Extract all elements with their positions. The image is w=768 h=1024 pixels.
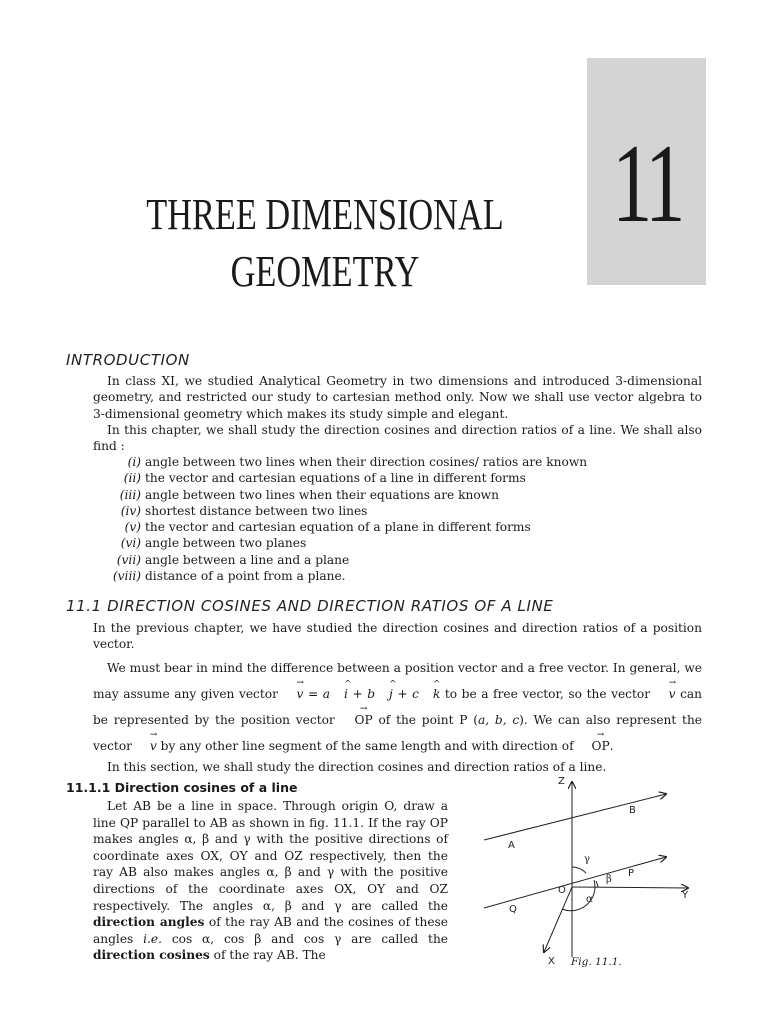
angle-gamma-arc xyxy=(572,867,586,873)
figure-11-1 xyxy=(476,772,706,972)
y-axis xyxy=(572,887,688,888)
label-z: Z xyxy=(558,776,565,787)
section-paragraph-2: We must bear in mind the difference between a position vector and a free vector. In general, we may assume any given vector → v = a^ i + b^ j + c^ k to be a free vector, so the vector → v can be represented by the position vector → OP of the point P (a, b, c). We can also represent the vector → v by any other line segment of the same length and with direction of → OP. xyxy=(93,655,702,759)
chapter-title-line-2: GEOMETRY xyxy=(230,247,420,296)
subsection-11-1-1-body xyxy=(93,798,448,964)
label-o: O xyxy=(558,885,566,896)
label-x: X xyxy=(548,956,555,967)
label-b: B xyxy=(629,805,636,816)
section-11-1-heading: 11.1 DIRECTION COSINES AND DIRECTION RATIOS OF A LINE xyxy=(66,597,554,615)
introduction-paragraph-1: In class XI, we studied Analytical Geometry in two dimensions and introduced 3-dimensional geometry, and restricted our study to cartesian method only. Now we shall use vector algebra to 3-dimensional geometry which makes its study simple and elegant. xyxy=(93,374,702,421)
introduction-body xyxy=(93,373,702,454)
x-axis xyxy=(544,887,572,952)
figure-caption: Fig. 11.1. xyxy=(571,956,622,968)
section-paragraph-3: In this section, we shall study the direction cosines and direction ratios of a line. xyxy=(107,759,607,774)
label-p: P xyxy=(628,868,635,879)
introduction-heading: INTRODUCTION xyxy=(66,351,190,369)
list-item: (iv) shortest distance between two lines xyxy=(120,503,368,518)
list-item: (ii) the vector and cartesian equations of a line in different forms xyxy=(123,471,526,486)
line-qp xyxy=(484,857,666,908)
list-item: (viii) distance of a point from a plane. xyxy=(112,569,346,584)
list-item: (i) angle between two lines when their direction cosines/ ratios are known xyxy=(127,455,588,469)
line-ab xyxy=(484,794,666,840)
introduction-paragraph-2: In this chapter, we shall study the direction cosines and direction ratios of a line. We shall also find : xyxy=(93,422,702,454)
section-11-1-body xyxy=(93,620,702,775)
chapter-number: 11 xyxy=(611,122,682,246)
label-gamma: γ xyxy=(584,854,590,865)
subsection-paragraph: Let AB be a line in space. Through origin O, draw a line QP parallel to AB as shown in fig. 11.1. If the ray OP makes angles α, β and γ with the positive directions of coordinate axes OX, OY and OZ respectively, then the ray AB also makes angles α, β and γ with the positive directions of the coordinate axes OX, OY and OZ respectively. The angles α, β and γ are called the direction angles of the ray AB and the cosines of these angles i.e. cos α, cos β and cos γ are called the direction cosines of the ray AB. The xyxy=(93,799,449,963)
label-alpha: α xyxy=(586,894,593,905)
objectives-list xyxy=(108,454,698,584)
chapter-title-line-1: THREE DIMENSIONAL xyxy=(146,190,504,239)
section-paragraph-1: In the previous chapter, we have studied the direction cosines and direction ratios of a position vector. xyxy=(93,621,702,652)
label-a: A xyxy=(508,840,515,851)
list-item: (vi) angle between two planes xyxy=(120,536,307,551)
list-item: (v) the vector and cartesian equation of a plane in different forms xyxy=(124,520,531,535)
label-y: Y xyxy=(682,890,689,901)
label-q: Q xyxy=(509,904,517,915)
angle-beta-arc xyxy=(596,881,598,887)
subsection-11-1-1-heading: 11.1.1 Direction cosines of a line xyxy=(66,780,298,795)
list-item: (vii) angle between a line and a plane xyxy=(116,552,350,567)
label-beta: β xyxy=(606,874,612,885)
list-item: (iii) angle between two lines when their equations are known xyxy=(119,487,499,502)
